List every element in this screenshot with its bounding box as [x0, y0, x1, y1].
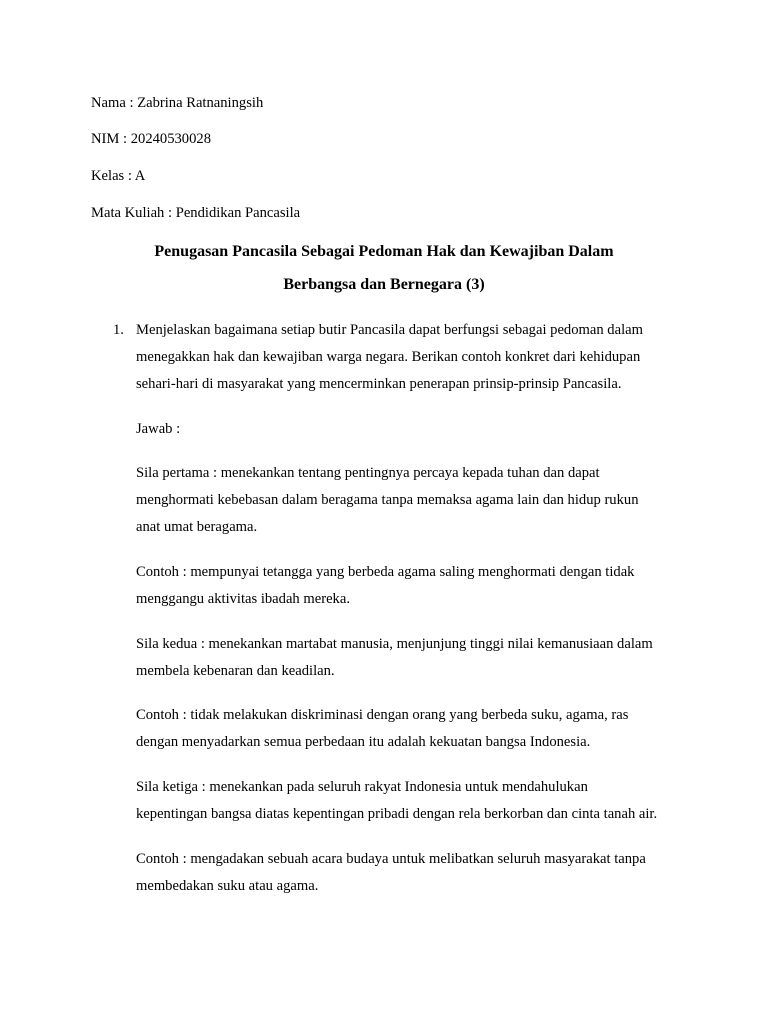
question-line: menegakkan hak dan kewajiban warga negara. Berikan contoh konkret dari kehidupan — [136, 349, 641, 365]
paragraph-line: kepentingan bangsa diatas kepentingan pribadi dengan rela berkorban dan cinta tanah air. — [136, 806, 658, 822]
paragraph-line: Sila ketiga : menekankan pada seluruh rakyat Indonesia untuk mendahulukan — [136, 779, 588, 795]
student-nim: NIM : 20240530028 — [91, 131, 211, 147]
paragraph-line: Sila pertama : menekankan tentang pentingnya percaya kepada tuhan dan dapat — [136, 465, 600, 481]
student-name: Nama : Zabrina Ratnaningsih — [91, 95, 264, 111]
paragraph-line: Contoh : mengadakan sebuah acara budaya untuk melibatkan seluruh masyarakat tanpa — [136, 851, 646, 867]
sila-kedua-paragraph — [136, 631, 681, 685]
paragraph-line: dengan menyadarkan semua perbedaan itu adalah kekuatan bangsa Indonesia. — [136, 734, 591, 750]
question-line: sehari-hari di masyarakat yang mencerminkan penerapan prinsip-prinsip Pancasila. — [136, 376, 622, 392]
paragraph-line: membedakan suku atau agama. — [136, 878, 319, 894]
sila-pertama-paragraph — [136, 460, 681, 541]
contoh-pertama-paragraph — [136, 559, 681, 613]
sila-ketiga-paragraph — [136, 774, 681, 828]
assignment-title — [91, 235, 677, 301]
paragraph-line: Contoh : tidak melakukan diskriminasi dengan orang yang berbeda suku, agama, ras — [136, 707, 629, 723]
answer-label — [136, 416, 681, 443]
title-line-2: Berbangsa dan Bernegara (3) — [283, 276, 485, 293]
contoh-kedua-paragraph — [136, 702, 681, 756]
paragraph-line: Sila kedua : menekankan martabat manusia, menjunjung tinggi nilai kemanusiaan dalam — [136, 636, 653, 652]
answer-label-text: Jawab : — [136, 421, 181, 437]
student-class: Kelas : A — [91, 168, 146, 184]
course-name: Mata Kuliah : Pendidikan Pancasila — [91, 205, 301, 221]
question-line: Menjelaskan bagaimana setiap butir Pancasila dapat berfungsi sebagai pedoman dalam — [136, 322, 643, 338]
paragraph-line: Contoh : mempunyai tetangga yang berbeda agama saling menghormati dengan tidak — [136, 564, 635, 580]
paragraph-line: menggangu aktivitas ibadah mereka. — [136, 591, 350, 607]
question-number: 1. — [113, 322, 124, 338]
paragraph-line: anat umat beragama. — [136, 519, 258, 535]
contoh-ketiga-paragraph — [136, 846, 681, 900]
paragraph-line: membela kebenaran dan keadilan. — [136, 663, 335, 679]
paragraph-line: menghormati kebebasan dalam beragama tanpa memaksa agama lain dan hidup rukun — [136, 492, 639, 508]
question-text — [136, 317, 681, 398]
title-line-1: Penugasan Pancasila Sebagai Pedoman Hak dan Kewajiban Dalam — [154, 243, 614, 260]
